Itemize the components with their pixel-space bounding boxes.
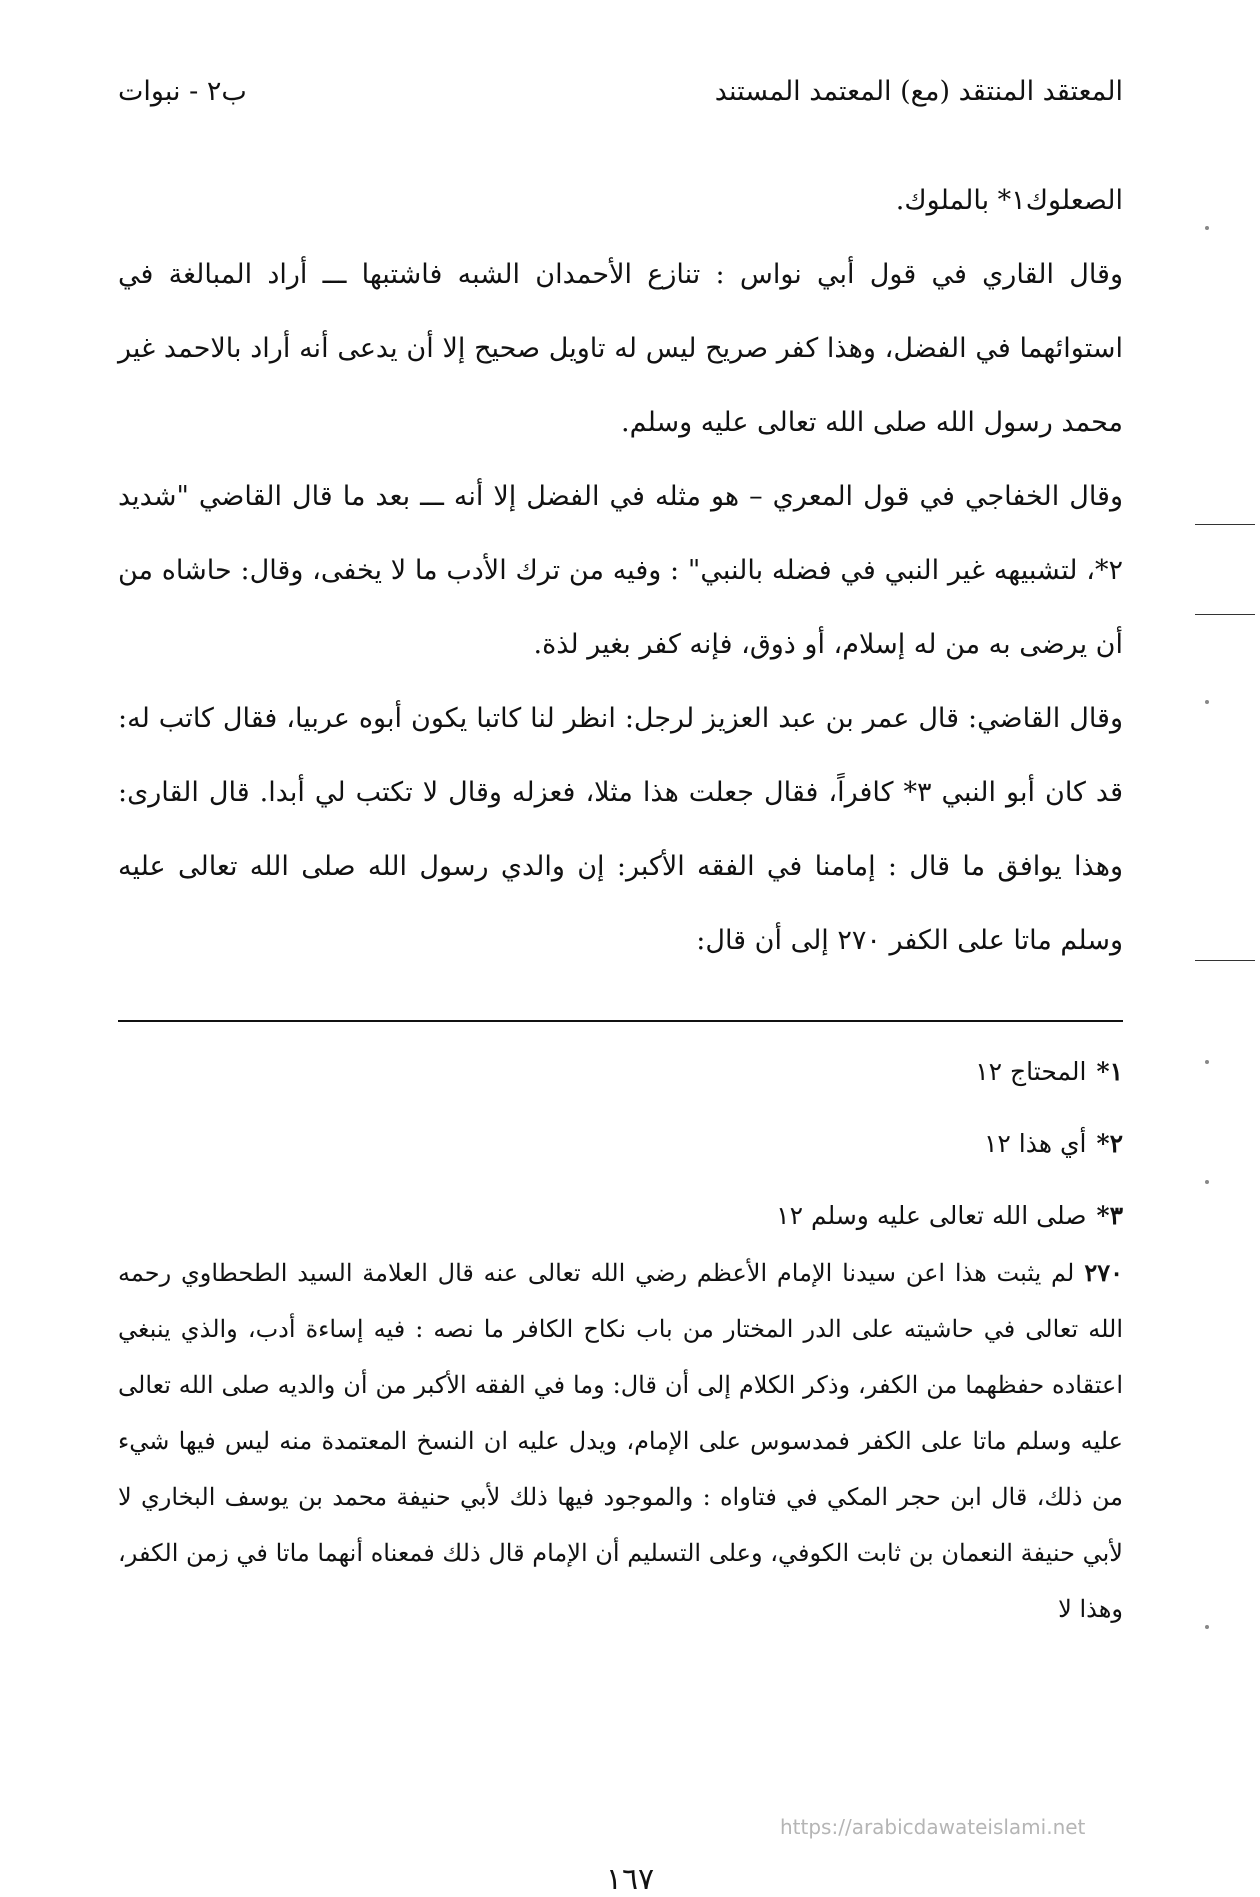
margin-mark (1195, 614, 1255, 615)
footnote-item (118, 1108, 1123, 1180)
paragraph: الصعلوك١* بالملوك. (895, 185, 1123, 216)
numbered-note (118, 1245, 1123, 1637)
margin-mark (1195, 960, 1255, 961)
footnote-separator (118, 1020, 1123, 1022)
paragraph: وقال الخفاجي في قول المعري – هو مثله في الفضل إلا أنه ـــ بعد ما قال القاضي "شديد ٢*، لتشبيهه غير النبي في فضله بالنبي" : وفيه من ترك الأدب ما لا يخفى، وقال: حاشاه من أن يرضى به من له إسلام، أو ذوق، فإنه كفر بغير لذة. (118, 481, 1123, 660)
footnote-mark: ٣* (1096, 1201, 1123, 1230)
running-header (118, 66, 1123, 116)
note-number: ٢٧٠ (1084, 1258, 1123, 1287)
margin-mark (1195, 524, 1255, 525)
footnote-mark: ٢* (1096, 1129, 1123, 1158)
watermark-url: https://arabicdawateislami.net (780, 1815, 1086, 1839)
footnote-text: أي هذا ١٢ (983, 1129, 1087, 1158)
footnote-item (118, 1180, 1123, 1252)
paragraph: وقال القاضي: قال عمر بن عبد العزيز لرجل: انظر لنا كاتبا يكون أبوه عربيا، فقال كاتب له: قد كان أبو النبي ٣* كافراً، فقال جعلت هذا مثلا، فعزله وقال لا تكتب لي أبدا. قال القارى: وهذا يوافق ما قال : إمامنا في الفقه الأكبر: إن والدي رسول الله صلى الله تعالى عليه وسلم ماتا على الكفر ٢٧٠ إلى أن قال: (118, 703, 1123, 956)
book-title: المعتقد المنتقد (مع) المعتمد المستند (714, 75, 1123, 107)
margin-dot (1205, 700, 1209, 704)
footnotes (118, 1036, 1123, 1252)
paragraph: وقال القاري في قول أبي نواس : تنازع الأحمدان الشبه فاشتبها ـــ أراد المبالغة في استوائهما في الفضل، وهذا كفر صريح ليس له تاويل صحيح إلا أن يدعى أنه أراد بالاحمد غير محمد رسول الله صلى الله تعالى عليه وسلم. (118, 259, 1123, 438)
page-number: ١٦٧ (605, 1862, 655, 1897)
margin-dot (1205, 1180, 1209, 1184)
footnote-mark: ١* (1096, 1057, 1123, 1086)
margin-dot (1205, 226, 1209, 230)
footnote-text: المحتاج ١٢ (975, 1057, 1087, 1086)
section-label: ب٢ - نبوات (118, 75, 247, 107)
note-text: لم يثبت هذا اعن سيدنا الإمام الأعظم رضي الله تعالى عنه قال العلامة السيد الطحطاوي رحمه الله تعالى في حاشيته على الدر المختار من باب نكاح الكافر ما نصه : فيه إساءة أدب، والذي ينبغي اعتقاده حفظهما من الكفر، وذكر الكلام إلى أن قال: وما في الفقه الأكبر من أن والديه صلى الله تعالى عليه وسلم ماتا على الكفر فمدسوس على الإمام، ويدل عليه ان النسخ المعتمدة منه ليس فيها شيء من ذلك، قال ابن حجر المكي في فتاواه : والموجود فيها ذلك لأبي حنيفة محمد بن يوسف البخاري لا لأبي حنيفة النعمان بن ثابت الكوفي، وعلى التسليم أن الإمام قال ذلك فمعناه أنهما ماتا في زمن الكفر، وهذا لا (118, 1259, 1123, 1623)
margin-dot (1205, 1060, 1209, 1064)
main-text (118, 164, 1123, 978)
margin-dot (1205, 1625, 1209, 1629)
footnote-text: صلى الله تعالى عليه وسلم ١٢ (776, 1201, 1087, 1230)
footnote-item (118, 1036, 1123, 1108)
